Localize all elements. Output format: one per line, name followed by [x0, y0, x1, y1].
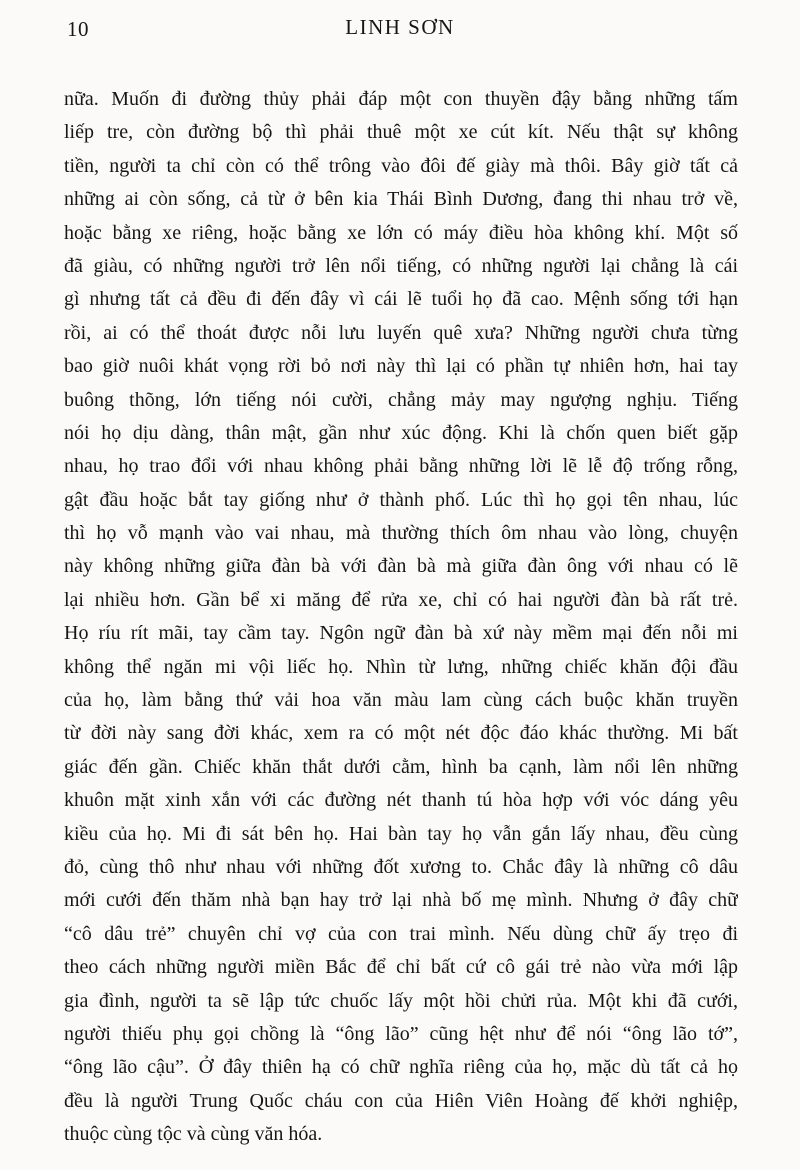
text-line: bao giờ nuôi khát vọng rời bỏ nơi này thì lại có phần tự nhiên hơn, hai tay	[64, 355, 738, 378]
text-line: không thể ngăn mi vội liếc họ. Nhìn từ lưng, những chiếc khăn đội đầu	[64, 655, 738, 678]
text-line: rồi, ai có thể thoát được nỗi lưu luyến quê xưa? Những người chưa từng	[64, 321, 738, 344]
text-line: của họ, làm bằng thứ vải hoa văn màu lam cùng cách buộc khăn truyền	[64, 689, 738, 712]
body-text	[64, 83, 738, 1152]
text-line: lại nhiều hơn. Gần bể xi măng để rửa xe, chỉ có hai người đàn bà rất trẻ.	[64, 588, 738, 611]
text-line: đỏ, cùng thô như nhau với những đốt xương to. Chắc đây là những cô dâu	[64, 855, 738, 878]
text-line: “cô dâu trẻ” chuyên chỉ vợ của con trai mình. Nếu dùng chữ ấy trẹo đi	[64, 922, 738, 945]
text-line: “ông lão cậu”. Ở đây thiên hạ có chữ nghĩa riêng của họ, mặc dù tất cả họ	[64, 1056, 738, 1079]
text-line: thì họ vỗ mạnh vào vai nhau, mà thường thích ôm nhau vào lòng, chuyện	[64, 522, 738, 545]
running-header-title: LINH SƠN	[345, 15, 455, 39]
text-line: những ai còn sống, cả từ ở bên kia Thái Bình Dương, đang thi nhau trở về,	[64, 188, 738, 211]
text-line: này không những giữa đàn bà với đàn bà mà giữa đàn ông với nhau có lẽ	[64, 555, 738, 578]
text-line: nhau, họ trao đổi với nhau không phải bằng những lời lẽ lễ độ trống rỗng,	[64, 455, 738, 478]
text-line: từ đời này sang đời khác, xem ra có một nét độc đáo khác thường. Mi bất	[64, 722, 738, 745]
text-line: gật đầu hoặc bắt tay giống như ở thành phố. Lúc thì họ gọi tên nhau, lúc	[64, 488, 738, 511]
text-line: gì nhưng tất cả đều đi đến đây vì cái lẽ tuổi họ đã cao. Mệnh sống tới hạn	[64, 288, 738, 311]
text-line: gia đình, người ta sẽ lập tức chuốc lấy một hồi chửi rủa. Một khi đã cưới,	[64, 989, 738, 1012]
text-line: nữa. Muốn đi đường thủy phải đáp một con thuyền đậy bằng những tấm	[64, 88, 738, 110]
text-line: khuôn mặt xinh xắn với các đường nét thanh tú hòa hợp với vóc dáng yêu	[64, 789, 738, 812]
text-line: đã giàu, có những người trở lên nổi tiếng, có những người lại chẳng là cái	[64, 254, 738, 277]
text-line: buông thõng, lớn tiếng nói cười, chẳng mảy may ngượng nghịu. Tiếng	[64, 388, 738, 411]
text-line: giác đến gần. Chiếc khăn thắt dưới cằm, hình ba cạnh, làm nổi lên những	[64, 755, 738, 778]
text-line: theo cách những người miền Bắc để chỉ bất cứ cô gái trẻ nào vừa mới lập	[64, 956, 738, 979]
text-line: Họ ríu rít mãi, tay cầm tay. Ngôn ngữ đàn bà xứ này mềm mại đến nỗi mi	[64, 622, 738, 645]
text-line: kiều của họ. Mi đi sát bên họ. Hai bàn tay họ vẫn gắn lấy nhau, đều cùng	[64, 822, 738, 845]
page-number: 10	[67, 17, 89, 41]
text-line: người thiếu phụ gọi chồng là “ông lão” cũng hệt như để nói “ông lão tớ”,	[64, 1022, 738, 1045]
text-line: hoặc bằng xe riêng, hoặc bằng xe lớn có máy điều hòa không khí. Một số	[64, 221, 738, 244]
text-line: liếp tre, còn đường bộ thì phải thuê một xe cút kít. Nếu thật sự không	[64, 121, 738, 144]
text-line: nói họ dịu dàng, thân mật, gần như xúc động. Khi là chốn quen biết gặp	[64, 421, 738, 444]
page-header	[0, 15, 800, 45]
text-line: đều là người Trung Quốc cháu con của Hiên Viên Hoàng đế khởi nghiệp,	[64, 1089, 738, 1112]
text-line: thuộc cùng tộc và cùng văn hóa.	[64, 1123, 323, 1146]
text-line: mới cưới đến thăm nhà bạn hay trở lại nhà bố mẹ mình. Nhưng ở đây chữ	[64, 889, 738, 912]
text-line: tiền, người ta chỉ còn có thể trông vào đôi đế giày mà thôi. Bây giờ tất cả	[64, 154, 738, 177]
